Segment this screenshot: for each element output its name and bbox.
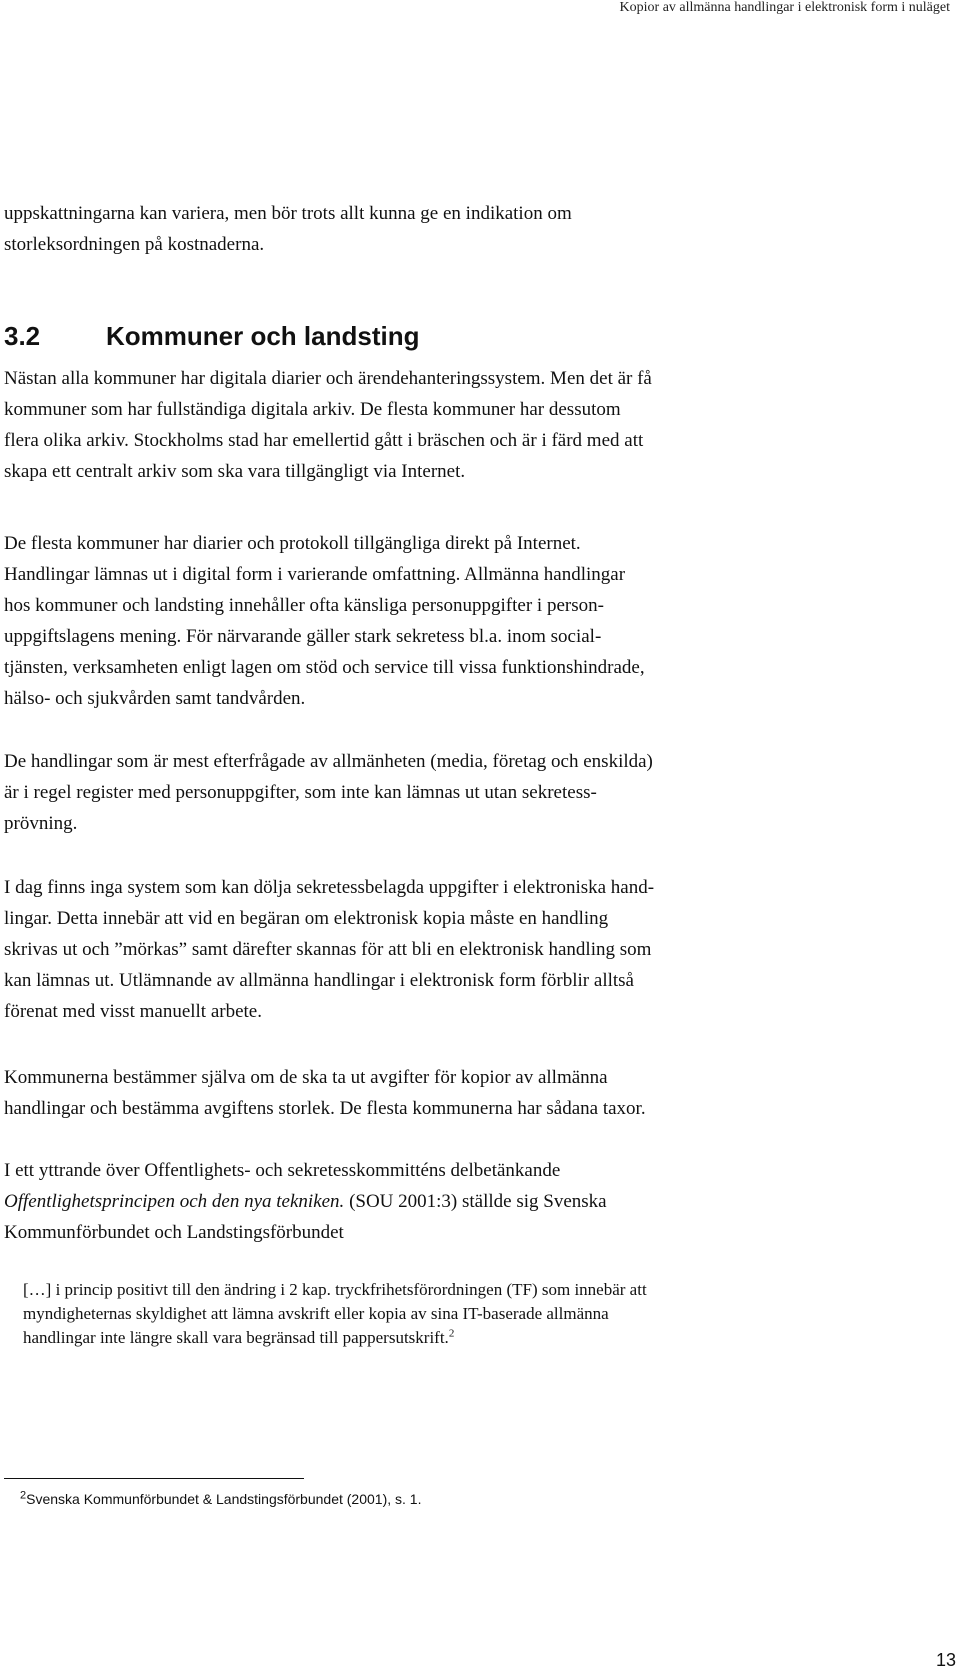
- footnote-marker: 2: [20, 1489, 27, 1502]
- paragraph-2: [4, 363, 804, 487]
- text-line: Nästan alla kommuner har digitala diarier och ärendehanteringssystem. Men det är få: [4, 368, 652, 389]
- text-line: förenat med visst manuellt arbete.: [4, 1001, 262, 1022]
- text-line: I dag finns inga system som kan dölja sekretessbelagda uppgifter i elektroniska hand-: [4, 877, 655, 898]
- quote-line: myndigheternas skyldighet att lämna avskrift eller kopia av sina IT-baserade allmänna: [23, 1304, 609, 1323]
- footnote-text: Svenska Kommunförbundet & Landstingsförbundet (2001), s. 1.: [26, 1491, 422, 1507]
- text-line: skrivas ut och ”mörkas” samt därefter skannas för att bli en elektronisk handling som: [4, 939, 652, 960]
- text-line: tjänsten, verksamheten enligt lagen om stöd och service till vissa funktionshindrade,: [4, 657, 645, 678]
- text-line: I ett yttrande över Offentlighets- och sekretesskommitténs delbetänkande: [4, 1160, 561, 1181]
- text-fragment: (SOU 2001:3) ställde sig Svenska: [344, 1191, 607, 1212]
- text-line: flera olika arkiv. Stockholms stad har emellertid gått i bräschen och är i färd med att: [4, 430, 644, 451]
- page-number: 13: [935, 1650, 956, 1670]
- quote-line: [23, 1326, 803, 1350]
- report-title: Offentlighetsprincipen och den nya tekniken.: [4, 1191, 345, 1212]
- paragraph-1: [4, 198, 804, 260]
- text-line: lingar. Detta innebär att vid en begäran om elektronisk kopia måste en handling: [4, 908, 609, 929]
- text-line: storleksordningen på kostnaderna.: [4, 234, 265, 255]
- text-line: De handlingar som är mest efterfrågade av allmänheten (media, företag och enskilda): [4, 751, 653, 772]
- paragraph-4: [4, 746, 804, 839]
- text-line: skapa ett centralt arkiv som ska vara tillgängligt via Internet.: [4, 461, 466, 482]
- block-quote: [23, 1278, 803, 1350]
- footnote: [20, 1491, 421, 1507]
- paragraph-7: [4, 1155, 804, 1248]
- text-line: uppskattningarna kan variera, men bör trots allt kunna ge en indikation om: [4, 203, 572, 224]
- paragraph-5: [4, 872, 804, 1027]
- section-heading: [4, 320, 419, 352]
- text-line: Kommunerna bestämmer själva om de ska ta ut avgifter för kopior av allmänna: [4, 1067, 608, 1088]
- text-line: kan lämnas ut. Utlämnande av allmänna handlingar i elektronisk form förblir alltså: [4, 970, 634, 991]
- section-number: 3.2: [4, 321, 41, 351]
- quote-text: handlingar inte längre skall vara begränsad till pappersutskrift.: [23, 1328, 449, 1347]
- text-line: [4, 1186, 804, 1217]
- text-line: Handlingar lämnas ut i digital form i varierande omfattning. Allmänna handlingar: [4, 564, 626, 585]
- paragraph-3: [4, 528, 804, 714]
- text-line: är i regel register med personuppgifter, som inte kan lämnas ut utan sekretess-: [4, 782, 597, 803]
- text-line: hos kommuner och landsting innehåller ofta känsliga personuppgifter i person-: [4, 595, 604, 616]
- footnote-divider: [4, 1478, 304, 1479]
- text-line: prövning.: [4, 813, 78, 834]
- quote-line: […] i princip positivt till den ändring i 2 kap. tryckfrihetsförordningen (TF) som innebär att: [23, 1280, 647, 1299]
- text-line: uppgiftslagens mening. För närvarande gäller stark sekretess bl.a. inom social-: [4, 626, 602, 647]
- paragraph-6: [4, 1062, 804, 1124]
- running-head: Kopior av allmänna handlingar i elektronisk form i nuläget: [619, 0, 950, 15]
- footnote-reference[interactable]: 2: [448, 1327, 455, 1340]
- text-line: De flesta kommuner har diarier och protokoll tillgängliga direkt på Internet.: [4, 533, 581, 554]
- text-line: Kommunförbundet och Landstingsförbundet: [4, 1222, 344, 1243]
- text-line: handlingar och bestämma avgiftens storlek. De flesta kommunerna har sådana taxor.: [4, 1098, 646, 1119]
- text-line: hälso- och sjukvården samt tandvården.: [4, 688, 306, 709]
- section-title: Kommuner och landsting: [106, 321, 420, 351]
- text-line: kommuner som har fullständiga digitala arkiv. De flesta kommuner har dessutom: [4, 399, 621, 420]
